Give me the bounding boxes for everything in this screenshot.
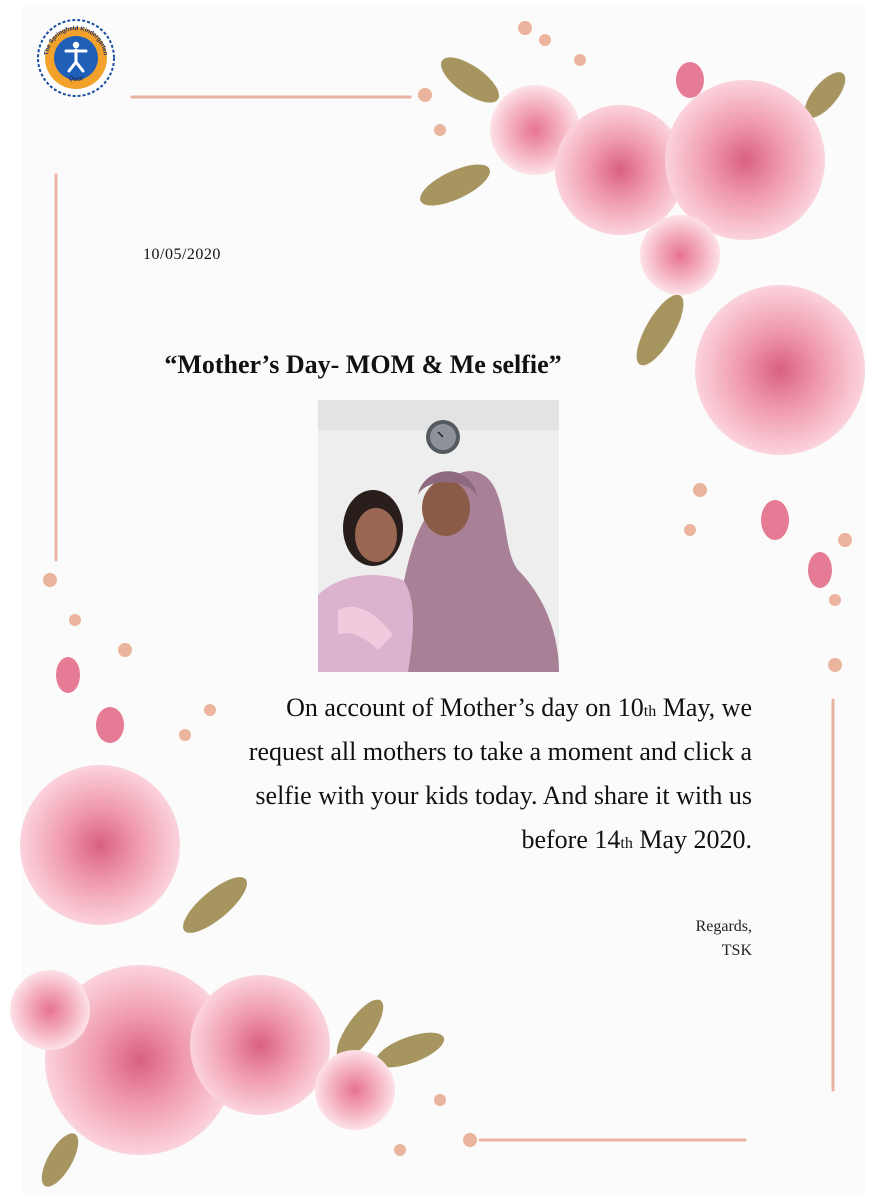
announcement-line-1: On account of Mother’s day on 10th May, we [286,693,752,722]
wall-clock-icon [426,420,460,454]
logo-text-bottom: Qatar [67,75,85,83]
letter-date: 10/05/2020 [143,246,221,263]
signoff-name: TSK [721,942,752,959]
announcement-line-3: selfie with your kids today. And share it with us [255,781,752,810]
signoff [560,915,752,963]
announcement-text [140,686,752,862]
announcement-line-4: before 14th May 2020. [521,825,752,854]
selfie-photo [318,400,559,672]
school-logo [36,18,116,98]
logo-text-top: The Springfield Kindergarten [44,25,108,56]
roses-top-right [490,80,865,455]
page-title: “Mother’s Day- MOM & Me selfie” [164,350,562,379]
regards-label: Regards, [695,918,752,935]
announcement-line-2: request all mothers to take a moment and click a [248,737,752,766]
